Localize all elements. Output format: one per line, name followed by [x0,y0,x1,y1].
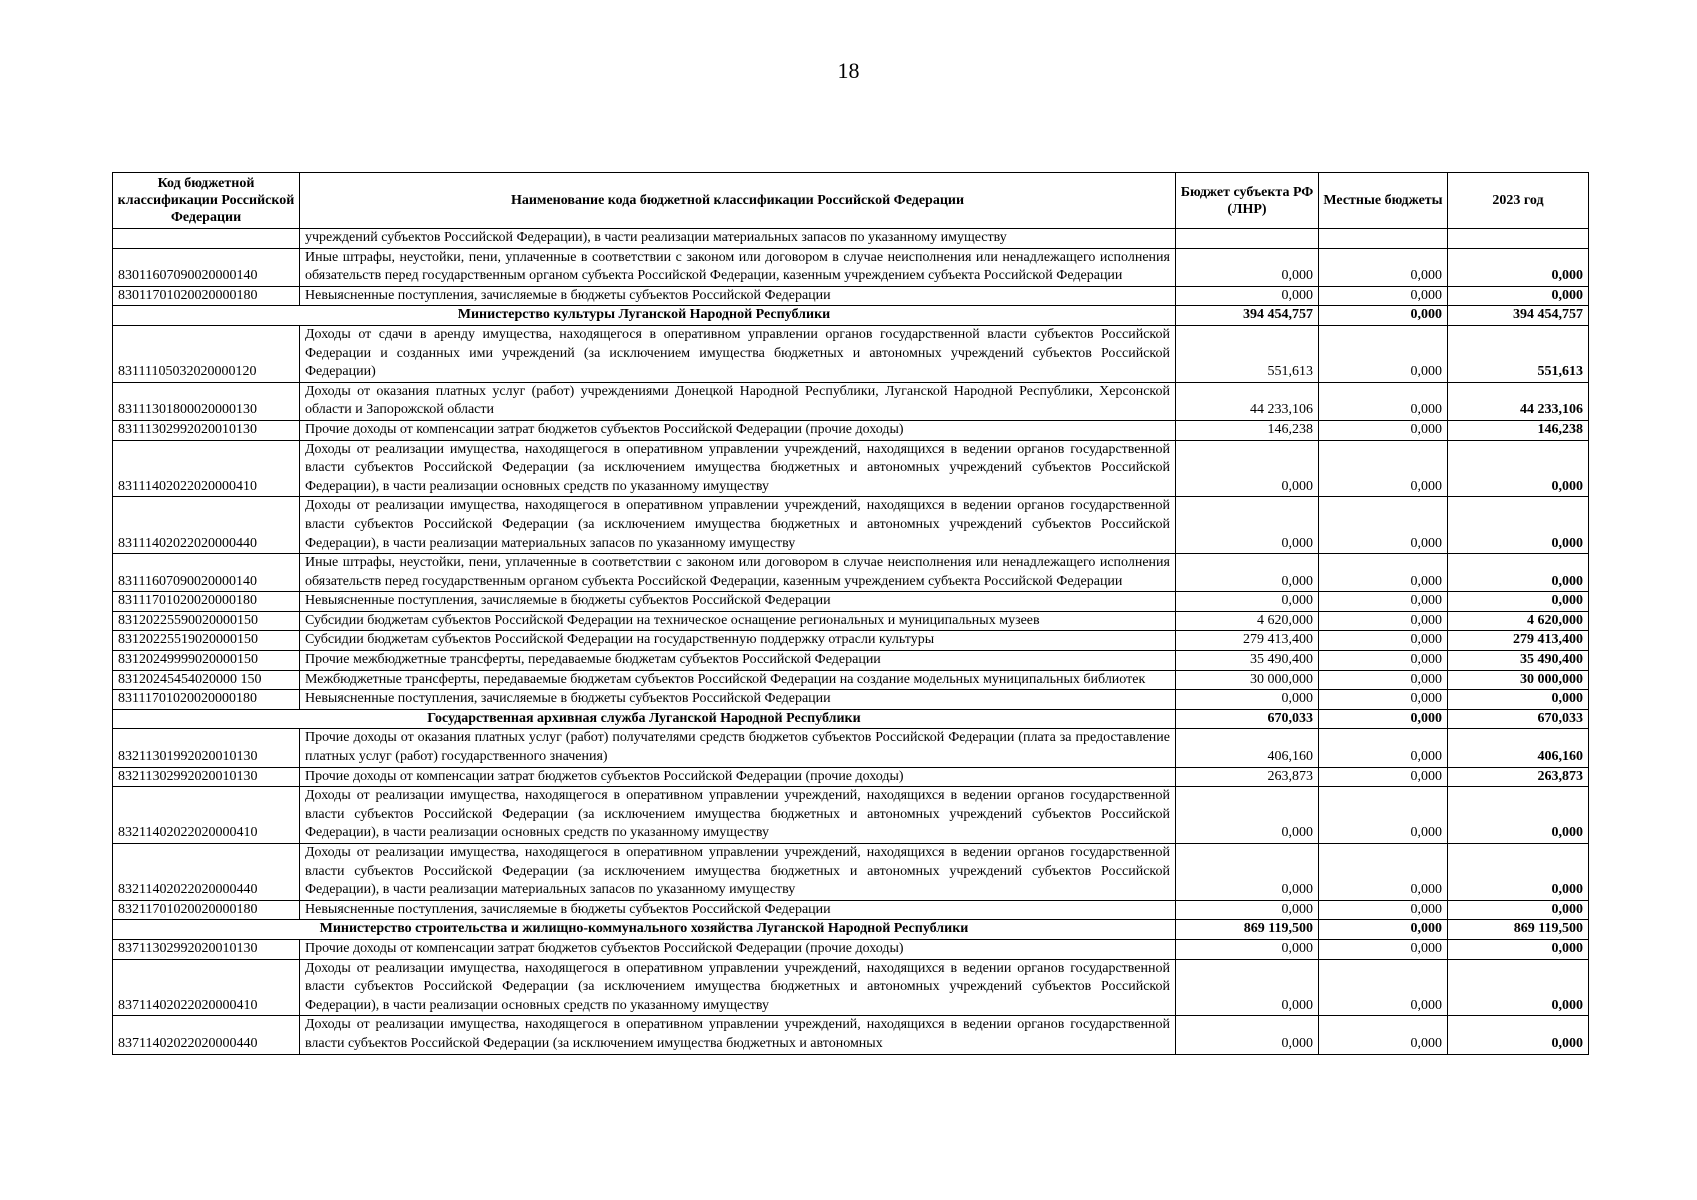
year-total-value: 406,160 [1448,729,1589,767]
code-description: учреждений субъектов Российской Федерации), в части реализации материальных запасов по указанному имуществу [300,229,1176,249]
budget-code: 83211302992020010130 [113,767,300,787]
local-budget-value: 0,000 [1319,325,1448,382]
budget-code: 83120225590020000150 [113,611,300,631]
year-total-value: 0,000 [1448,900,1589,920]
table-row [113,844,1589,901]
budget-code: 83211701020020000180 [113,900,300,920]
table-row [113,900,1589,920]
local-budget-value [1319,229,1448,249]
header-code: Код бюджетной классификации Российской Федерации [113,173,300,229]
budget-code: 83111301800020000130 [113,382,300,420]
local-budget-value: 0,000 [1319,497,1448,554]
code-description: Невыясненные поступления, зачисляемые в бюджеты субъектов Российской Федерации [300,592,1176,612]
year-total-value: 146,238 [1448,420,1589,440]
subject-budget-value: 0,000 [1176,844,1319,901]
local-budget-value: 0,000 [1319,900,1448,920]
local-budget-value: 0,000 [1319,670,1448,690]
table-row [113,631,1589,651]
subject-budget-value: 0,000 [1176,554,1319,592]
budget-code: 83111105032020000120 [113,325,300,382]
budget-code: 83011701020020000180 [113,286,300,306]
table-row [113,729,1589,767]
budget-code: 83011607090020000140 [113,248,300,286]
code-description: Доходы от реализации имущества, находящегося в оперативном управлении учреждений, находящихся в ведении органов государственной власти субъектов Российской Федерации (за исключением имущества бюджетных и автономных учреждений субъектов Российской Федерации), в части реализации основных средств по указанному имуществу [300,440,1176,497]
subject-budget-value [1176,229,1319,249]
year-total-value: 0,000 [1448,1016,1589,1054]
table-row [113,787,1589,844]
budget-code: 83120225519020000150 [113,631,300,651]
local-budget-value: 0,000 [1319,1016,1448,1054]
table-row [113,554,1589,592]
local-budget-value: 0,000 [1319,920,1448,940]
local-budget-value: 0,000 [1319,787,1448,844]
local-budget-value: 0,000 [1319,959,1448,1016]
subject-budget-value: 406,160 [1176,729,1319,767]
year-total-value: 869 119,500 [1448,920,1589,940]
header-year: 2023 год [1448,173,1589,229]
local-budget-value: 0,000 [1319,651,1448,671]
subject-budget-value: 146,238 [1176,420,1319,440]
year-total-value: 394 454,757 [1448,306,1589,326]
subject-budget-value: 0,000 [1176,497,1319,554]
subject-budget-value: 0,000 [1176,1016,1319,1054]
local-budget-value: 0,000 [1319,382,1448,420]
year-total-value: 44 233,106 [1448,382,1589,420]
budget-table [112,172,1589,1055]
code-description: Доходы от сдачи в аренду имущества, находящегося в оперативном управлении органов государственной власти субъектов Российской Федерации и созданных ими учреждений (за исключением имущества бюджетных и автономных учреждений субъектов Российской Федерации) [300,325,1176,382]
table-row [113,651,1589,671]
local-budget-value: 0,000 [1319,631,1448,651]
section-title: Государственная архивная служба Луганской Народной Республики [113,709,1176,729]
code-description: Доходы от реализации имущества, находящегося в оперативном управлении учреждений, находящихся в ведении органов государственной власти субъектов Российской Федерации (за исключением имущества бюджетных и автономных учреждений субъектов Российской Федерации), в части реализации материальных запасов по указанному имуществу [300,497,1176,554]
table-row [113,325,1589,382]
subject-budget-value: 263,873 [1176,767,1319,787]
budget-code [113,229,300,249]
code-description: Прочие доходы от компенсации затрат бюджетов субъектов Российской Федерации (прочие доходы) [300,767,1176,787]
budget-code: 83120245454020000 150 [113,670,300,690]
local-budget-value: 0,000 [1319,709,1448,729]
subject-budget-value: 670,033 [1176,709,1319,729]
local-budget-value: 0,000 [1319,767,1448,787]
year-total-value: 670,033 [1448,709,1589,729]
year-total-value: 0,000 [1448,592,1589,612]
subject-budget-value: 0,000 [1176,286,1319,306]
code-description: Прочие межбюджетные трансферты, передаваемые бюджетам субъектов Российской Федерации [300,651,1176,671]
table-header-row [113,173,1589,229]
subject-budget-value: 279 413,400 [1176,631,1319,651]
subject-budget-value: 0,000 [1176,959,1319,1016]
table-row [113,592,1589,612]
year-total-value: 0,000 [1448,690,1589,710]
year-total-value: 0,000 [1448,286,1589,306]
table-row [113,1016,1589,1054]
table-body [113,229,1589,1055]
section-title: Министерство культуры Луганской Народной Республики [113,306,1176,326]
section-title: Министерство строительства и жилищно-коммунального хозяйства Луганской Народной Республики [113,920,1176,940]
year-total-value [1448,229,1589,249]
code-description: Невыясненные поступления, зачисляемые в бюджеты субъектов Российской Федерации [300,690,1176,710]
table-row [113,248,1589,286]
local-budget-value: 0,000 [1319,844,1448,901]
code-description: Субсидии бюджетам субъектов Российской Федерации на государственную поддержку отрасли культуры [300,631,1176,651]
subject-budget-value: 0,000 [1176,900,1319,920]
code-description: Доходы от оказания платных услуг (работ) учреждениями Донецкой Народной Республики, Луганской Народной Республики, Херсонской области и Запорожской области [300,382,1176,420]
year-total-value: 0,000 [1448,554,1589,592]
year-total-value: 0,000 [1448,248,1589,286]
year-total-value: 4 620,000 [1448,611,1589,631]
budget-code: 83111607090020000140 [113,554,300,592]
budget-code: 83711402022020000440 [113,1016,300,1054]
year-total-value: 0,000 [1448,497,1589,554]
subject-budget-value: 0,000 [1176,592,1319,612]
code-description: Прочие доходы от компенсации затрат бюджетов субъектов Российской Федерации (прочие доходы) [300,939,1176,959]
year-total-value: 263,873 [1448,767,1589,787]
table-row [113,611,1589,631]
code-description: Субсидии бюджетам субъектов Российской Федерации на техническое оснащение региональных и муниципальных музеев [300,611,1176,631]
year-total-value: 0,000 [1448,939,1589,959]
budget-code: 83711402022020000410 [113,959,300,1016]
subject-budget-value: 0,000 [1176,440,1319,497]
table-row [113,382,1589,420]
year-total-value: 0,000 [1448,440,1589,497]
year-total-value: 30 000,000 [1448,670,1589,690]
section-row [113,306,1589,326]
table-row [113,229,1589,249]
subject-budget-value: 0,000 [1176,787,1319,844]
table-row [113,959,1589,1016]
year-total-value: 551,613 [1448,325,1589,382]
local-budget-value: 0,000 [1319,939,1448,959]
budget-code: 83211402022020000440 [113,844,300,901]
header-subject-budget: Бюджет субъекта РФ (ЛНР) [1176,173,1319,229]
subject-budget-value: 0,000 [1176,939,1319,959]
code-description: Невыясненные поступления, зачисляемые в бюджеты субъектов Российской Федерации [300,286,1176,306]
code-description: Иные штрафы, неустойки, пени, уплаченные в соответствии с законом или договором в случае неисполнения или ненадлежащего исполнения обязательств перед государственным органом субъекта Российской Федерации, казенным учреждением субъекта Российской Федерации [300,554,1176,592]
local-budget-value: 0,000 [1319,420,1448,440]
budget-code: 83111302992020010130 [113,420,300,440]
table-row [113,286,1589,306]
year-total-value: 0,000 [1448,959,1589,1016]
local-budget-value: 0,000 [1319,306,1448,326]
table-row [113,420,1589,440]
table-row [113,690,1589,710]
budget-code: 83211301992020010130 [113,729,300,767]
code-description: Иные штрафы, неустойки, пени, уплаченные в соответствии с законом или договором в случае неисполнения или ненадлежащего исполнения обязательств перед государственным органом субъекта Российской Федерации, казенным учреждением субъекта Российской Федерации [300,248,1176,286]
subject-budget-value: 0,000 [1176,690,1319,710]
table-row [113,670,1589,690]
code-description: Прочие доходы от оказания платных услуг (работ) получателями средств бюджетов субъектов Российской Федерации (плата за предоставление платных услуг (работ) государственного значения) [300,729,1176,767]
subject-budget-value: 551,613 [1176,325,1319,382]
year-total-value: 0,000 [1448,844,1589,901]
budget-code: 83120249999020000150 [113,651,300,671]
subject-budget-value: 35 490,400 [1176,651,1319,671]
section-row [113,709,1589,729]
header-name: Наименование кода бюджетной классификации Российской Федерации [300,173,1176,229]
budget-code: 83111402022020000440 [113,497,300,554]
year-total-value: 279 413,400 [1448,631,1589,651]
budget-code: 83111701020020000180 [113,592,300,612]
code-description: Межбюджетные трансферты, передаваемые бюджетам субъектов Российской Федерации на создание модельных муниципальных библиотек [300,670,1176,690]
local-budget-value: 0,000 [1319,286,1448,306]
year-total-value: 0,000 [1448,787,1589,844]
budget-code: 83111402022020000410 [113,440,300,497]
local-budget-value: 0,000 [1319,554,1448,592]
local-budget-value: 0,000 [1319,440,1448,497]
subject-budget-value: 394 454,757 [1176,306,1319,326]
local-budget-value: 0,000 [1319,592,1448,612]
subject-budget-value: 44 233,106 [1176,382,1319,420]
local-budget-value: 0,000 [1319,729,1448,767]
subject-budget-value: 869 119,500 [1176,920,1319,940]
code-description: Доходы от реализации имущества, находящегося в оперативном управлении учреждений, находящихся в ведении органов государственной власти субъектов Российской Федерации (за исключением имущества бюджетных и автономных [300,1016,1176,1054]
header-local-budgets: Местные бюджеты [1319,173,1448,229]
budget-code: 83111701020020000180 [113,690,300,710]
code-description: Доходы от реализации имущества, находящегося в оперативном управлении учреждений, находящихся в ведении органов государственной власти субъектов Российской Федерации (за исключением имущества бюджетных и автономных учреждений субъектов Российской Федерации), в части реализации материальных запасов по указанному имуществу [300,844,1176,901]
budget-code: 83211402022020000410 [113,787,300,844]
section-row [113,920,1589,940]
local-budget-value: 0,000 [1319,248,1448,286]
subject-budget-value: 30 000,000 [1176,670,1319,690]
table-row [113,440,1589,497]
code-description: Доходы от реализации имущества, находящегося в оперативном управлении учреждений, находящихся в ведении органов государственной власти субъектов Российской Федерации (за исключением имущества бюджетных и автономных учреждений субъектов Российской Федерации), в части реализации основных средств по указанному имуществу [300,959,1176,1016]
table-row [113,767,1589,787]
budget-code: 83711302992020010130 [113,939,300,959]
subject-budget-value: 0,000 [1176,248,1319,286]
page-number: 18 [837,58,860,83]
code-description: Доходы от реализации имущества, находящегося в оперативном управлении учреждений, находящихся в ведении органов государственной власти субъектов Российской Федерации (за исключением имущества бюджетных и автономных учреждений субъектов Российской Федерации), в части реализации основных средств по указанному имуществу [300,787,1176,844]
local-budget-value: 0,000 [1319,611,1448,631]
table-row [113,939,1589,959]
table-row [113,497,1589,554]
year-total-value: 35 490,400 [1448,651,1589,671]
subject-budget-value: 4 620,000 [1176,611,1319,631]
code-description: Прочие доходы от компенсации затрат бюджетов субъектов Российской Федерации (прочие доходы) [300,420,1176,440]
local-budget-value: 0,000 [1319,690,1448,710]
code-description: Невыясненные поступления, зачисляемые в бюджеты субъектов Российской Федерации [300,900,1176,920]
